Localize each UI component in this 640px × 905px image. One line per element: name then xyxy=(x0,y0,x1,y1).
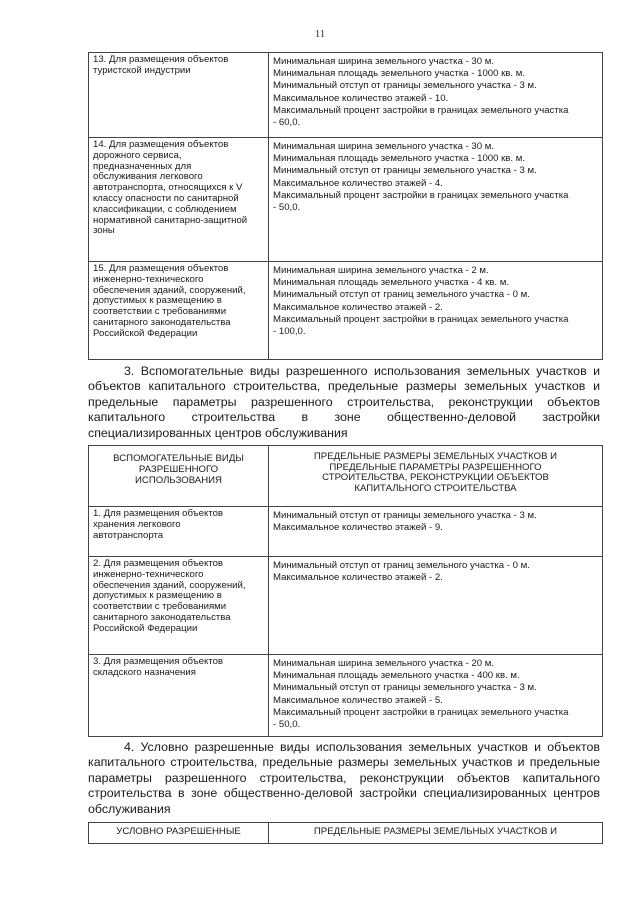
params-cell xyxy=(269,655,602,736)
page-number: 11 xyxy=(314,28,326,40)
section-4-text: 4. Условно разрешенные виды использования земельных участков и объектов капитального строительства, предельные размеры земельных участков и предельные параметры разрешенного строительства, реконструкции объектов капитального строительства в зоне общественно-деловой застройки специализированных центров обслуживания xyxy=(88,740,600,816)
param-line: Максимальный процент застройки в границах земельного участка - 60,0. xyxy=(273,104,569,129)
header-cell-uses: ВСПОМОГАТЕЛЬНЫЕ ВИДЫ РАЗРЕШЕННОГО ИСПОЛЬЗОВАНИЯ xyxy=(89,446,269,506)
table-row xyxy=(89,506,602,556)
param-line: Минимальная ширина земельного участка - 30 м. xyxy=(273,141,495,152)
param-line: Минимальная ширина земельного участка - 20 м. xyxy=(273,658,495,669)
table-header-row xyxy=(89,446,602,506)
use-name-cell: 2. Для размещения объектов инженерно-технического обеспечения зданий, сооружений, допустимых к размещению в соответствии с требованиями санитарного законодательства Российской Федерации xyxy=(89,557,269,654)
table-row xyxy=(89,137,602,261)
use-name-cell: 13. Для размещения объектов туристской индустрии xyxy=(89,53,269,137)
use-name-cell: 15. Для размещения объектов инженерно-технического обеспечения зданий, сооружений, допустимых к размещению в соответствии с требованиями санитарного законодательства Российской Федерации xyxy=(89,262,269,359)
param-line: Максимальное количество этажей - 10. xyxy=(273,92,449,104)
param-line: Максимальное количество этажей - 9. xyxy=(273,522,443,534)
param-line: Минимальная площадь земельного участка - 400 кв. м. xyxy=(273,670,520,682)
param-line: Минимальный отступ от границы земельного участка - 3 м. xyxy=(273,80,537,92)
param-line: Максимальное количество этажей - 5. xyxy=(273,694,443,706)
section-3-heading xyxy=(88,364,600,441)
param-line: Минимальный отступ от границы земельного участка - 3 м. xyxy=(273,510,537,521)
use-name-cell: 1. Для размещения объектов хранения легкового автотранспорта xyxy=(89,507,269,556)
params-cell xyxy=(269,507,602,556)
use-name-cell: 14. Для размещения объектов дорожного сервиса, предназначенных для обслуживания легкового автотранспорта, относящихся к V классу опасности по санитарной классификации, с соблюдением нормативной санитарно-защитной зоны xyxy=(89,138,269,261)
table-row xyxy=(89,261,602,359)
param-line: Максимальный процент застройки в границах земельного участка - 50,0. xyxy=(273,706,569,731)
table-row xyxy=(89,556,602,654)
param-line: Минимальная ширина земельного участка - 30 м. xyxy=(273,56,495,67)
param-line: Минимальный отступ от границ земельного участка - 0 м. xyxy=(273,289,530,301)
table-conditional-uses xyxy=(88,822,603,844)
params-cell xyxy=(269,557,602,654)
table-row xyxy=(89,654,602,736)
header-cell-params: ПРЕДЕЛЬНЫЕ РАЗМЕРЫ ЗЕМЕЛЬНЫХ УЧАСТКОВ И ПРЕДЕЛЬНЫЕ ПАРАМЕТРЫ РАЗРЕШЕННОГО СТРОИТЕЛЬСТВА, РЕКОНСТРУКЦИИ ОБЪЕКТОВ КАПИТАЛЬНОГО СТРОИТЕЛЬСТВА xyxy=(313,451,558,494)
param-line: Минимальная ширина земельного участка - 2 м. xyxy=(273,265,489,276)
table-auxiliary-uses xyxy=(88,445,603,737)
param-line: Минимальный отступ от границы земельного участка - 3 м. xyxy=(273,682,537,694)
param-line: Минимальная площадь земельного участка - 1000 кв. м. xyxy=(273,68,525,80)
use-name-cell: 3. Для размещения объектов складского назначения xyxy=(89,655,269,736)
params-cell xyxy=(269,138,602,261)
param-line: Максимальный процент застройки в границах земельного участка - 50,0. xyxy=(273,189,569,214)
param-line: Максимальный процент застройки в границах земельного участка - 100,0. xyxy=(273,313,569,338)
param-line: Минимальный отступ от границ земельного участка - 0 м. xyxy=(273,560,530,571)
section-3-text: 3. Вспомогательные виды разрешенного использования земельных участков и объектов капитального строительства, предельные размеры земельных участков и предельные параметры разрешенного строительства, реконструкции объектов капитального строительства в зоне общественно-деловой застройки специализированных центров обслуживания xyxy=(88,364,600,440)
params-cell xyxy=(269,53,602,137)
table-main-uses xyxy=(88,52,603,360)
param-line: Максимальное количество этажей - 2. xyxy=(273,572,443,584)
param-line: Минимальный отступ от границы земельного участка - 3 м. xyxy=(273,165,537,177)
section-4-heading xyxy=(88,740,600,817)
param-line: Максимальное количество этажей - 4. xyxy=(273,177,443,189)
table-header-row xyxy=(89,823,602,843)
param-line: Минимальная площадь земельного участка - 4 кв. м. xyxy=(273,277,509,289)
header-cell-uses: УСЛОВНО РАЗРЕШЕННЫЕ xyxy=(89,823,269,843)
table-row xyxy=(89,53,602,137)
header-cell-params: ПРЕДЕЛЬНЫЕ РАЗМЕРЫ ЗЕМЕЛЬНЫХ УЧАСТКОВ И xyxy=(313,826,558,837)
params-cell xyxy=(269,262,602,359)
param-line: Максимальное количество этажей - 2. xyxy=(273,301,443,313)
param-line: Минимальная площадь земельного участка - 1000 кв. м. xyxy=(273,153,525,165)
